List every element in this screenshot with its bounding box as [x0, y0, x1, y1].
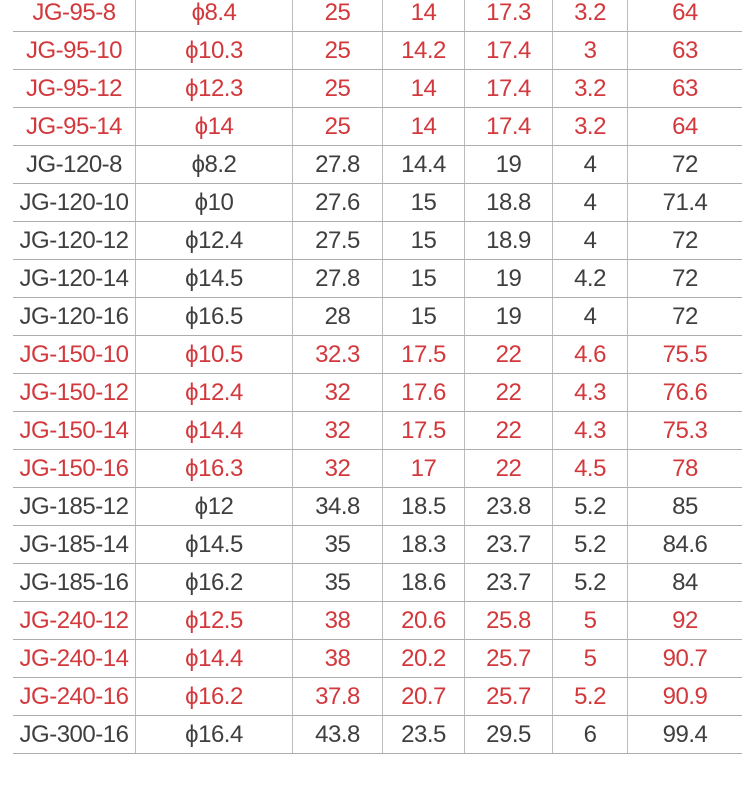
- table-row: [13, 412, 742, 450]
- cell-value: 3: [553, 32, 628, 69]
- cell-diameter: ϕ10.3: [136, 32, 293, 69]
- cell-value: 25.7: [465, 678, 553, 715]
- cell-model: JG-95-10: [13, 32, 136, 69]
- cell-value: 25: [293, 70, 383, 107]
- cell-value: 22: [465, 374, 553, 411]
- cell-value: 63: [672, 36, 698, 64]
- cell-value: 19: [465, 146, 553, 183]
- cell-value: 5: [553, 602, 628, 639]
- cell-value: 14: [383, 70, 465, 107]
- cell-value: 25.8: [465, 602, 553, 639]
- table-row: [13, 526, 742, 564]
- table-row: [13, 488, 742, 526]
- cell-model: JG-150-14: [13, 412, 136, 449]
- cell-value: 14.4: [383, 146, 465, 183]
- cell-value: 28: [293, 298, 383, 335]
- cell-value: 20.7: [383, 678, 465, 715]
- cell-value: 23.7: [465, 526, 553, 563]
- table-row: [13, 70, 742, 108]
- cell-value: 5.2: [553, 488, 628, 525]
- cell-value: 43.8: [293, 716, 383, 753]
- cell-value: 90.7: [662, 644, 708, 672]
- cell-value: 72: [672, 150, 698, 178]
- cell-value: 84.6: [662, 530, 708, 558]
- cell-model: JG-120-12: [13, 222, 136, 259]
- cell-value: 17.4: [465, 70, 553, 107]
- table-row: [13, 374, 742, 412]
- cell-value: 20.2: [383, 640, 465, 677]
- cell-value: 63: [672, 74, 698, 102]
- cell-value: 85: [672, 492, 698, 520]
- cell-value: 75.5: [662, 340, 708, 368]
- cell-model: JG-150-16: [13, 450, 136, 487]
- cell-value: 27.5: [293, 222, 383, 259]
- cell-value: 14: [383, 0, 465, 31]
- cell-value: 71.4: [662, 188, 708, 216]
- cell-value: 25: [293, 32, 383, 69]
- cell-model: JG-185-16: [13, 564, 136, 601]
- cell-value: 5.2: [553, 564, 628, 601]
- cell-value: 32: [293, 374, 383, 411]
- cell-diameter: ϕ16.2: [136, 564, 293, 601]
- cell-value: 17.4: [465, 32, 553, 69]
- cell-value: 4.3: [553, 374, 628, 411]
- cell-model: JG-120-16: [13, 298, 136, 335]
- cell-value: 22: [465, 336, 553, 373]
- cell-value: 5.2: [553, 678, 628, 715]
- cell-value: 4: [553, 146, 628, 183]
- table-row: [13, 336, 742, 374]
- cell-value: 14.2: [383, 32, 465, 69]
- table-row: [13, 146, 742, 184]
- cell-value: 76.6: [662, 378, 708, 406]
- cell-diameter: ϕ16.3: [136, 450, 293, 487]
- cell-diameter: ϕ14.5: [136, 526, 293, 563]
- cell-value: 18.5: [383, 488, 465, 525]
- cell-value: 3.2: [553, 108, 628, 145]
- cell-value: 35: [293, 526, 383, 563]
- cell-value: 25: [293, 108, 383, 145]
- cell-value: 75.3: [662, 416, 708, 444]
- cell-diameter: ϕ12.5: [136, 602, 293, 639]
- cell-value: 90.9: [662, 682, 708, 710]
- cell-value: 23.5: [383, 716, 465, 753]
- cell-value: 25.7: [465, 640, 553, 677]
- table-row: [13, 260, 742, 298]
- cell-value: 4.6: [553, 336, 628, 373]
- cell-model: JG-300-16: [13, 716, 136, 753]
- cell-value: 17.5: [383, 336, 465, 373]
- table-row: [13, 450, 742, 488]
- cell-diameter: ϕ10.5: [136, 336, 293, 373]
- cell-value: 5: [553, 640, 628, 677]
- cell-value: 17.3: [465, 0, 553, 31]
- cell-value: 15: [383, 298, 465, 335]
- cell-value: 23.7: [465, 564, 553, 601]
- cell-value: 19: [465, 298, 553, 335]
- cell-value: 27.8: [293, 146, 383, 183]
- cell-value: 32: [293, 412, 383, 449]
- cell-value: 84: [672, 568, 698, 596]
- cell-value: 27.6: [293, 184, 383, 221]
- cell-value: 32: [293, 450, 383, 487]
- spec-table: [13, 0, 742, 754]
- cell-value: 37.8: [293, 678, 383, 715]
- table-row: [13, 564, 742, 602]
- cell-value: 72: [672, 264, 698, 292]
- cell-model: JG-120-14: [13, 260, 136, 297]
- table-row: [13, 602, 742, 640]
- cell-value: 18.8: [465, 184, 553, 221]
- cell-model: JG-185-12: [13, 488, 136, 525]
- cell-value: 18.9: [465, 222, 553, 259]
- cell-value: 4.5: [553, 450, 628, 487]
- cell-diameter: ϕ12.3: [136, 70, 293, 107]
- table-row: [13, 108, 742, 146]
- cell-diameter: ϕ14.5: [136, 260, 293, 297]
- cell-value: 17.6: [383, 374, 465, 411]
- cell-value: 99.4: [662, 720, 708, 748]
- cell-diameter: ϕ12: [136, 488, 293, 525]
- cell-diameter: ϕ14: [136, 108, 293, 145]
- cell-value: 18.6: [383, 564, 465, 601]
- cell-value: 72: [672, 302, 698, 330]
- cell-diameter: ϕ8.2: [136, 146, 293, 183]
- table-row: [13, 222, 742, 260]
- cell-diameter: ϕ12.4: [136, 374, 293, 411]
- cell-value: 64: [672, 112, 698, 140]
- cell-model: JG-95-14: [13, 108, 136, 145]
- cell-diameter: ϕ16.4: [136, 716, 293, 753]
- cell-value: 4: [553, 222, 628, 259]
- cell-diameter: ϕ10: [136, 184, 293, 221]
- table-row: [13, 678, 742, 716]
- cell-value: 22: [465, 412, 553, 449]
- cell-value: 4.2: [553, 260, 628, 297]
- cell-diameter: ϕ14.4: [136, 412, 293, 449]
- cell-value: 4.3: [553, 412, 628, 449]
- table-row: [13, 32, 742, 70]
- cell-value: 35: [293, 564, 383, 601]
- cell-value: 23.8: [465, 488, 553, 525]
- cell-model: JG-95-12: [13, 70, 136, 107]
- cell-model: JG-240-12: [13, 602, 136, 639]
- cell-value: 18.3: [383, 526, 465, 563]
- table-row: [13, 184, 742, 222]
- cell-model: JG-95-8: [13, 0, 136, 31]
- cell-value: 38: [293, 602, 383, 639]
- cell-value: 5.2: [553, 526, 628, 563]
- cell-value: 3.2: [553, 0, 628, 31]
- cell-value: 22: [465, 450, 553, 487]
- cell-value: 17.4: [465, 108, 553, 145]
- table-row: [13, 0, 742, 32]
- cell-value: 27.8: [293, 260, 383, 297]
- cell-value: 6: [553, 716, 628, 753]
- cell-value: 64: [672, 0, 698, 26]
- cell-value: 34.8: [293, 488, 383, 525]
- cell-value: 17: [383, 450, 465, 487]
- cell-value: 38: [293, 640, 383, 677]
- cell-diameter: ϕ12.4: [136, 222, 293, 259]
- cell-value: 3.2: [553, 70, 628, 107]
- table-row: [13, 640, 742, 678]
- cell-model: JG-240-14: [13, 640, 136, 677]
- table-row: [13, 716, 742, 754]
- cell-model: JG-185-14: [13, 526, 136, 563]
- cell-value: 92: [672, 606, 698, 634]
- cell-diameter: ϕ8.4: [136, 0, 293, 31]
- cell-diameter: ϕ14.4: [136, 640, 293, 677]
- table-row: [13, 298, 742, 336]
- cell-value: 17.5: [383, 412, 465, 449]
- cell-value: 15: [383, 260, 465, 297]
- cell-model: JG-120-10: [13, 184, 136, 221]
- cell-value: 25: [293, 0, 383, 31]
- cell-value: 15: [383, 222, 465, 259]
- cell-value: 32.3: [293, 336, 383, 373]
- cell-value: 15: [383, 184, 465, 221]
- cell-value: 4: [553, 298, 628, 335]
- cell-diameter: ϕ16.2: [136, 678, 293, 715]
- cell-value: 20.6: [383, 602, 465, 639]
- cell-model: JG-120-8: [13, 146, 136, 183]
- cell-model: JG-150-12: [13, 374, 136, 411]
- cell-diameter: ϕ16.5: [136, 298, 293, 335]
- cell-value: 72: [672, 226, 698, 254]
- cell-value: 14: [383, 108, 465, 145]
- cell-model: JG-150-10: [13, 336, 136, 373]
- cell-value: 19: [465, 260, 553, 297]
- cell-value: 78: [672, 454, 698, 482]
- cell-value: 4: [553, 184, 628, 221]
- cell-value: 29.5: [465, 716, 553, 753]
- cell-model: JG-240-16: [13, 678, 136, 715]
